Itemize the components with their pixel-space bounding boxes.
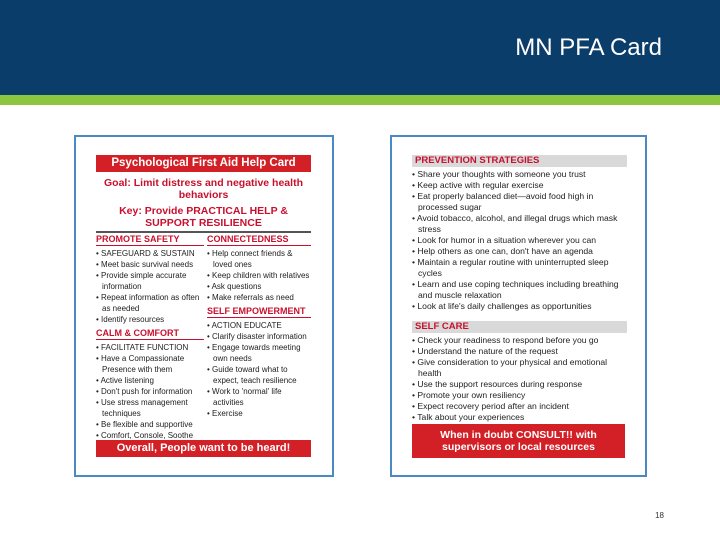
list-item: • Help connect friends & loved ones — [207, 248, 311, 270]
calm-comfort-list — [96, 342, 204, 441]
card-footer: Overall, People want to be heard! — [96, 440, 311, 457]
list-item: • Exercise — [207, 408, 311, 419]
card-divider — [96, 231, 311, 233]
accent-bar — [0, 95, 720, 105]
card-goal: Goal: Limit distress and negative health behaviors — [104, 177, 303, 201]
pfa-prevention-card — [390, 135, 647, 477]
self-care-list — [412, 335, 627, 423]
slide-title: MN PFA Card — [515, 34, 662, 61]
prevention-section — [412, 155, 627, 312]
self-empowerment-list — [207, 320, 311, 419]
list-item: • Look at life's daily challenges as opportunities — [412, 301, 627, 312]
list-item: • Expect recovery period after an incident — [412, 401, 627, 412]
consult-banner: When in doubt CONSULT!! with supervisors or local resources — [412, 424, 625, 458]
section-heading-self-care: SELF CARE — [412, 321, 627, 333]
section-heading-prevention: PREVENTION STRATEGIES — [412, 155, 627, 167]
section-heading-promote-safety: PROMOTE SAFETY — [96, 234, 204, 246]
connectedness-list — [207, 248, 311, 303]
list-item: • Give consideration to your physical and emotional health — [412, 357, 627, 379]
pfa-help-card — [74, 135, 334, 477]
list-item: • Comfort, Console, Soothe — [96, 430, 204, 441]
list-item: • Work to 'normal' life activities — [207, 386, 311, 408]
prevention-list — [412, 169, 627, 312]
list-item: • Avoid tobacco, alcohol, and illegal drugs which mask stress — [412, 213, 627, 235]
list-item: • Guide toward what to expect, teach resilience — [207, 364, 311, 386]
list-item: • Have a Compassionate Presence with them — [96, 353, 204, 375]
list-item: • Use the support resources during response — [412, 379, 627, 390]
promote-safety-list — [96, 248, 204, 325]
list-item: • Promote your own resiliency — [412, 390, 627, 401]
list-item: • Help others as one can, don't have an agenda — [412, 246, 627, 257]
list-item: • Engage towards meeting own needs — [207, 342, 311, 364]
slide-header — [0, 0, 720, 95]
list-item: • Eat properly balanced diet—avoid food high in processed sugar — [412, 191, 627, 213]
list-item: • Identify resources — [96, 314, 204, 325]
list-item: • Don't push for information — [96, 386, 204, 397]
list-item: • FACILITATE FUNCTION — [96, 342, 204, 353]
list-item: • Understand the nature of the request — [412, 346, 627, 357]
list-item: • Ask questions — [207, 281, 311, 292]
slide-number: 18 — [655, 511, 664, 520]
section-heading-self-empowerment: SELF EMPOWERMENT — [207, 306, 311, 318]
list-item: • Check your readiness to respond before you go — [412, 335, 627, 346]
list-item: • SAFEGUARD & SUSTAIN — [96, 248, 204, 259]
list-item: • Talk about your experiences — [412, 412, 627, 423]
list-item: • Share your thoughts with someone you trust — [412, 169, 627, 180]
list-item: • Meet basic survival needs — [96, 259, 204, 270]
list-item: • Be flexible and supportive — [96, 419, 204, 430]
right-column — [207, 234, 311, 419]
card-key: Key: Provide PRACTICAL HELP & SUPPORT RESILIENCE — [119, 205, 288, 229]
list-item: • Provide simple accurate information — [96, 270, 204, 292]
list-item: • Use stress management techniques — [96, 397, 204, 419]
list-item: • Keep children with relatives — [207, 270, 311, 281]
section-heading-calm-comfort: CALM & COMFORT — [96, 328, 204, 340]
self-care-section — [412, 321, 627, 423]
card-title: Psychological First Aid Help Card — [96, 155, 311, 172]
list-item: • Keep active with regular exercise — [412, 180, 627, 191]
section-heading-connectedness: CONNECTEDNESS — [207, 234, 311, 246]
list-item: • Maintain a regular routine with uninterrupted sleep cycles — [412, 257, 627, 279]
list-item: • Active listening — [96, 375, 204, 386]
list-item: • Look for humor in a situation wherever you can — [412, 235, 627, 246]
list-item: • Learn and use coping techniques including breathing and muscle relaxation — [412, 279, 627, 301]
list-item: • Clarify disaster information — [207, 331, 311, 342]
left-column — [96, 234, 204, 441]
list-item: • Repeat information as often as needed — [96, 292, 204, 314]
list-item: • Make referrals as need — [207, 292, 311, 303]
list-item: • ACTION EDUCATE — [207, 320, 311, 331]
